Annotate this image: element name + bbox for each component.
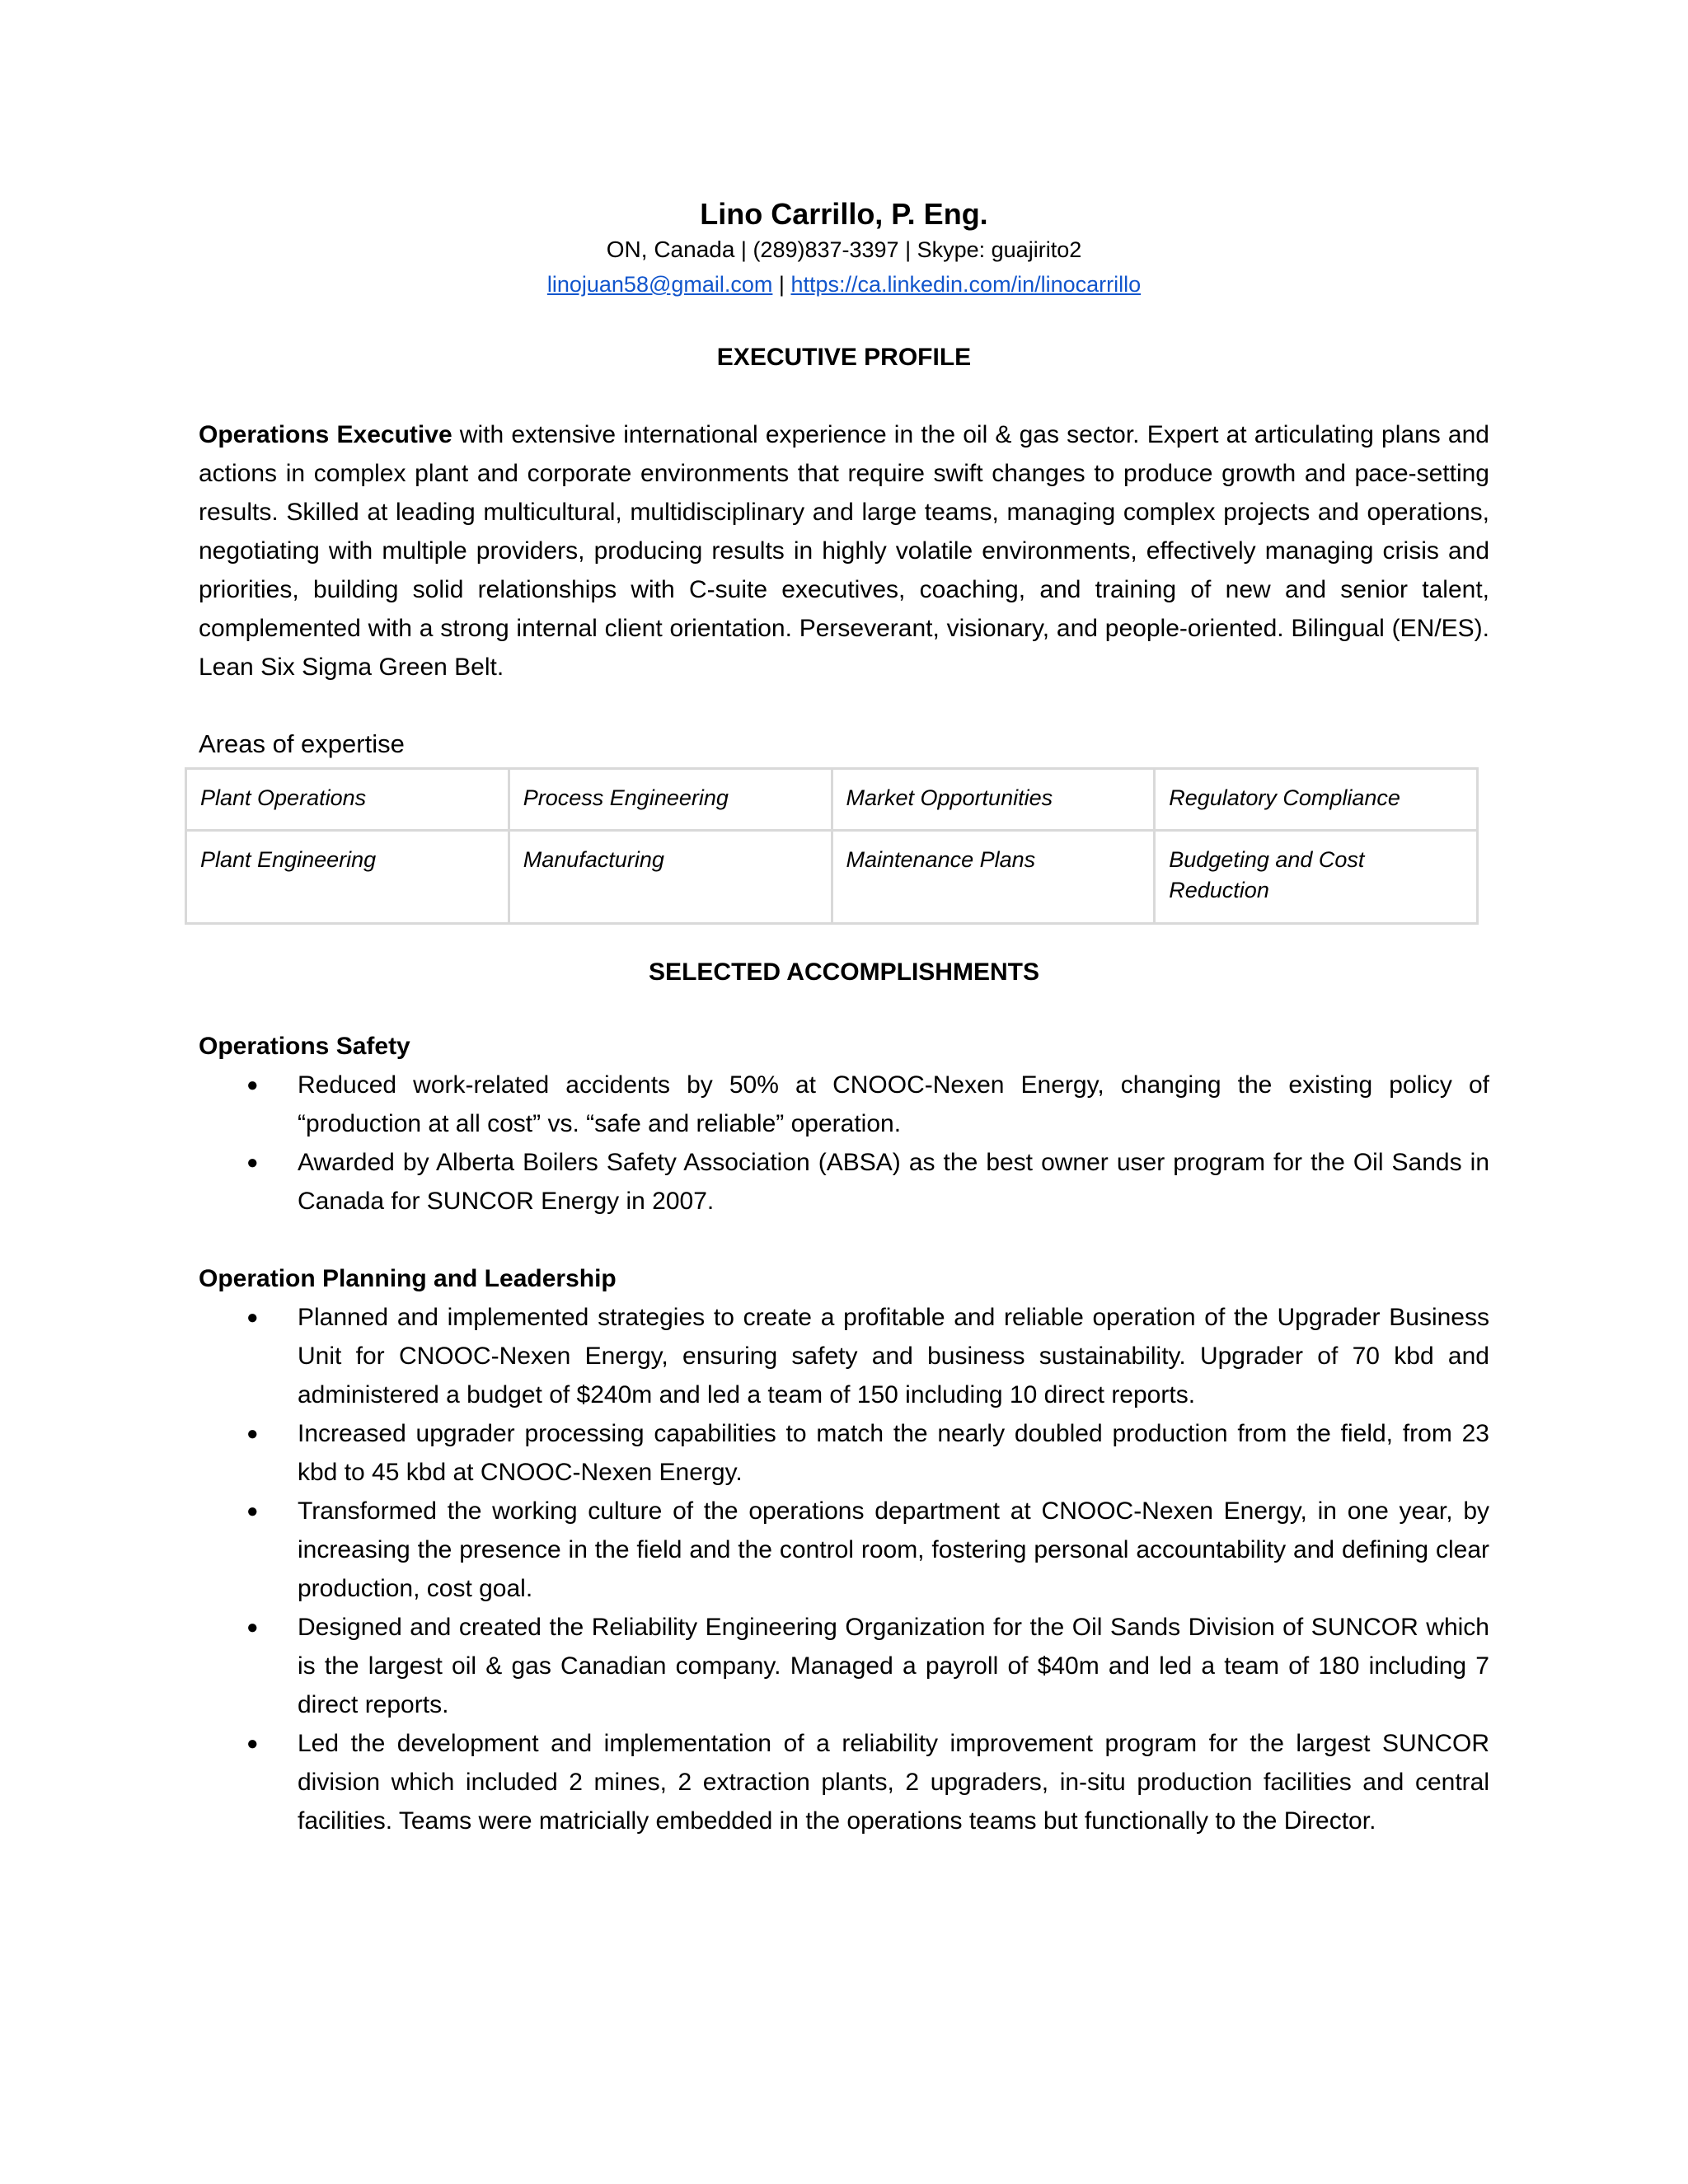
- table-cell: Regulatory Compliance: [1155, 769, 1478, 831]
- candidate-name: Lino Carrillo, P. Eng.: [700, 197, 988, 231]
- list-item-text: Planned and implemented strategies to create a profitable and reliable operation of the Upgrader Business Unit for CNOOC-Nexen Energy, ensuring safety and business sustainability. Upgrader of 70 kbd and administered a budget of $240m and led a team of 150 including 10 direct reports.: [298, 1304, 1489, 1408]
- separator: |: [898, 237, 917, 262]
- leadership-list: [199, 1298, 1489, 1840]
- list-item: [246, 1492, 1489, 1608]
- table-cell: Budgeting and Cost Reduction: [1155, 831, 1478, 924]
- section-heading-safety: Operations Safety: [199, 1033, 410, 1060]
- separator: |: [772, 272, 791, 297]
- email-link[interactable]: linojuan58@gmail.com: [546, 272, 773, 297]
- linkedin-link[interactable]: https://ca.linkedin.com/in/linocarrillo: [790, 272, 1142, 297]
- list-item: [246, 1066, 1489, 1143]
- table-cell: Plant Engineering: [186, 831, 509, 924]
- table-cell: Maintenance Plans: [832, 831, 1155, 924]
- bullet-icon: ●: [246, 1074, 259, 1096]
- profile-body: with extensive international experience in the oil & gas sector. Expert at articulating plans and actions in complex plant and corporate environments that require swift changes to produce growth and pace-setting results. Skilled at leading multicultural, multidisciplinary and large teams, managing complex projects and operations, negotiating with multiple providers, producing results in highly volatile environments, effectively managing crisis and priorities, building solid relationships with C-suite executives, coaching, and training of new and senior talent, complemented with a strong internal client orientation. Perseverant, visionary, and people-oriented. Bilingual (EN/ES). Lean Six Sigma Green Belt.: [199, 421, 1489, 681]
- profile-heading: EXECUTIVE PROFILE: [716, 344, 972, 371]
- list-item: [246, 1724, 1489, 1840]
- list-item-text: Transformed the working culture of the operations department at CNOOC-Nexen Energy, in one year, by increasing the presence in the field and the control room, fostering personal accountability and defining clear production, cost goal.: [298, 1497, 1489, 1602]
- list-item-text: Designed and created the Reliability Engineering Organization for the Oil Sands Division of SUNCOR which is the largest oil & gas Canadian company. Managed a payroll of $40m and led a team of 180 including 7 direct reports.: [298, 1614, 1489, 1718]
- bullet-icon: ●: [246, 1151, 259, 1174]
- bullet-icon: ●: [246, 1500, 259, 1522]
- table-cell: Manufacturing: [509, 831, 832, 924]
- links-line: [199, 267, 1489, 302]
- section-heading-leadership: Operation Planning and Leadership: [199, 1265, 617, 1292]
- table-cell: Process Engineering: [509, 769, 832, 831]
- list-item-text: Reduced work-related accidents by 50% at CNOOC-Nexen Energy, changing the existing policy of “production at all cost” vs. “safe and reliable” operation.: [298, 1071, 1489, 1137]
- list-item: [246, 1298, 1489, 1414]
- list-item: [246, 1608, 1489, 1724]
- bullet-icon: ●: [246, 1616, 259, 1638]
- list-item-text: Awarded by Alberta Boilers Safety Association (ABSA) as the best owner user program for the Oil Sands in Canada for SUNCOR Energy in 2007.: [298, 1149, 1489, 1215]
- list-item: [246, 1143, 1489, 1221]
- accomplishments-heading: SELECTED ACCOMPLISHMENTS: [649, 958, 1039, 986]
- table-row: [186, 831, 1478, 924]
- location: ON, Canada: [606, 237, 735, 262]
- bullet-icon: ●: [246, 1422, 259, 1445]
- resume-page: [199, 190, 1489, 1840]
- bullet-icon: ●: [246, 1732, 259, 1755]
- table-cell: Plant Operations: [186, 769, 509, 831]
- profile-paragraph: [199, 415, 1489, 687]
- areas-label: Areas of expertise: [199, 729, 405, 758]
- safety-list: [199, 1066, 1489, 1221]
- profile-lead: Operations Executive: [199, 421, 452, 448]
- contact-line: [199, 232, 1489, 267]
- skype: Skype: guajirito2: [917, 237, 1082, 262]
- list-item-text: Increased upgrader processing capabilities to match the nearly doubled production from the field, from 23 kbd to 45 kbd at CNOOC-Nexen Energy.: [298, 1420, 1489, 1486]
- separator: |: [734, 237, 753, 262]
- expertise-table: [185, 767, 1479, 925]
- list-item-text: Led the development and implementation of a reliability improvement program for the largest SUNCOR division which included 2 mines, 2 extraction plants, 2 upgraders, in-situ production facilities and central facilities. Teams were matricially embedded in the operations teams but functionally to the Director.: [298, 1730, 1489, 1835]
- table-row: [186, 769, 1478, 831]
- bullet-icon: ●: [246, 1306, 259, 1329]
- table-cell: Market Opportunities: [832, 769, 1155, 831]
- phone: (289)837-3397: [753, 237, 899, 262]
- list-item: [246, 1414, 1489, 1492]
